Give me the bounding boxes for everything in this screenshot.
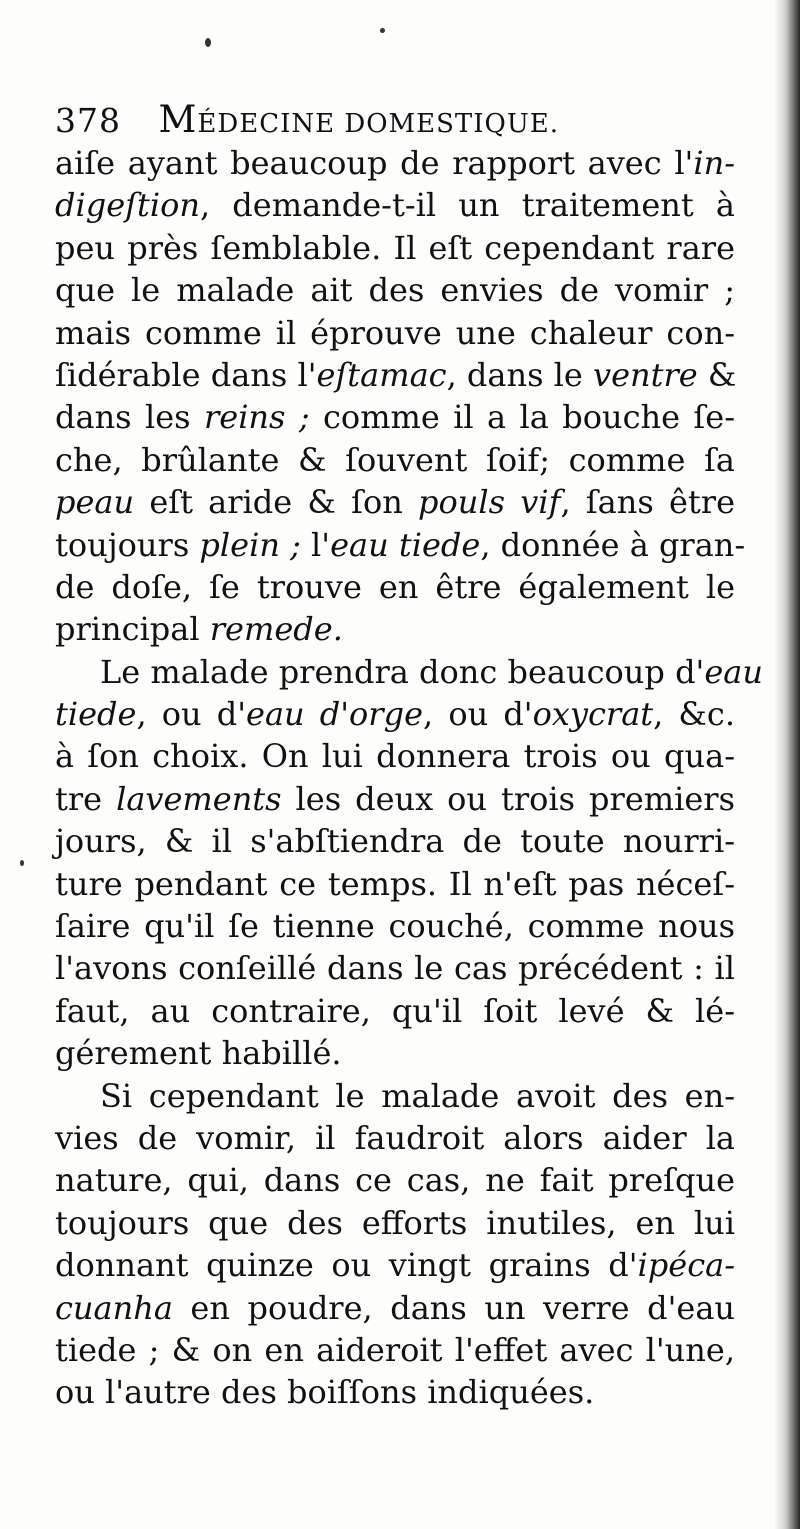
ink-speck xyxy=(380,28,385,33)
italic-segment: cuanha xyxy=(55,1288,173,1327)
italic-segment: eau xyxy=(704,652,763,691)
italic-segment: eſtamac xyxy=(316,355,447,394)
text-segment: vies de vomir, il faudroit alors aider la xyxy=(55,1118,735,1157)
italic-segment: ipéca- xyxy=(637,1246,735,1285)
text-line xyxy=(55,651,763,693)
text-segment: ſidérable dans l' xyxy=(55,355,317,394)
text-segment: , ou d' xyxy=(136,695,247,734)
text-line xyxy=(55,1329,735,1371)
text-line xyxy=(55,608,735,650)
text-segment: dans les xyxy=(55,398,204,437)
page-edge-shadow xyxy=(774,0,800,1529)
text-line xyxy=(55,312,735,354)
text-line xyxy=(55,142,735,184)
text-segment: tre xyxy=(55,779,117,818)
text-segment: che, brûlante & ſouvent ſoif; comme ſa xyxy=(55,440,735,479)
text-segment: que le malade ait des envies de vomir ; xyxy=(55,271,735,310)
italic-segment: in- xyxy=(693,144,735,182)
text-segment: Le malade prendra donc beaucoup d' xyxy=(100,652,705,691)
text-line xyxy=(55,1287,735,1329)
text-segment: ture pendant ce temps. Il n'eſt pas néceſ- xyxy=(55,864,735,903)
body-text xyxy=(55,142,763,1414)
italic-segment: digeſtion xyxy=(55,186,200,225)
text-line xyxy=(55,735,735,777)
text-line xyxy=(55,990,735,1032)
text-line xyxy=(55,820,735,862)
text-line xyxy=(55,354,735,396)
ink-speck xyxy=(205,38,211,47)
text-line xyxy=(55,1202,735,1244)
text-segment: ou l'autre des boiſſons indiquées. xyxy=(55,1373,595,1412)
text-segment: toujours xyxy=(55,525,200,564)
italic-segment: oxycrat xyxy=(532,695,654,734)
italic-segment: pouls vif xyxy=(418,483,561,522)
italic-segment: eau tiede xyxy=(330,525,481,564)
text-segment: toujours que des efforts inutiles, en lui xyxy=(55,1203,735,1242)
text-line xyxy=(55,1159,735,1201)
italic-segment: eau d'orge xyxy=(246,695,424,734)
text-line xyxy=(55,947,735,989)
text-segment: comme il a la bouche ſe- xyxy=(309,398,736,437)
text-line xyxy=(55,778,735,820)
text-segment: en poudre, dans un verre d'eau xyxy=(172,1288,735,1327)
text-line xyxy=(55,184,735,226)
italic-segment: lavements xyxy=(116,779,282,818)
text-segment: Si cependant le malade avoit des en- xyxy=(100,1076,735,1115)
text-segment: , ſans être xyxy=(560,483,736,522)
italic-segment: ventre xyxy=(593,355,698,394)
text-segment: , demande-t-il un traitement à xyxy=(199,186,735,225)
text-segment: & xyxy=(697,355,737,394)
text-segment: principal xyxy=(55,610,210,649)
text-segment: , donnée à gran- xyxy=(480,525,746,564)
text-segment: ſaire qu'il ſe tienne couché, comme nous xyxy=(55,907,735,946)
header-title: ÉDECINE DOMESTIQUE. xyxy=(197,109,560,139)
text-line xyxy=(55,693,735,735)
text-segment: gérement habillé. xyxy=(55,1034,342,1073)
text-segment: l' xyxy=(300,525,331,564)
text-line xyxy=(55,905,735,947)
text-line xyxy=(55,1075,735,1117)
text-segment: l'avons conſeillé dans le cas précédent : il xyxy=(55,949,735,988)
text-segment: eſt aride & ſon xyxy=(134,483,419,522)
text-line xyxy=(55,481,735,523)
text-segment: aiſe ayant beaucoup de rapport avec l' xyxy=(55,144,694,182)
italic-segment: reins ; xyxy=(203,398,310,437)
text-line xyxy=(55,1117,735,1159)
text-line xyxy=(55,1032,735,1074)
text-segment: peu près ſemblable. Il eſt cependant rare xyxy=(55,228,735,267)
italic-segment: tiede xyxy=(55,695,137,734)
text-segment: à ſon choix. On lui donnera trois ou qua- xyxy=(55,737,735,776)
text-segment: mais comme il éprouve une chaleur con- xyxy=(55,313,735,352)
text-segment: , ou d' xyxy=(423,695,533,734)
header-title-initial: M xyxy=(158,98,198,141)
italic-segment: peau xyxy=(55,483,135,522)
text-line xyxy=(55,439,735,481)
text-line xyxy=(55,227,735,269)
page-number: 378 xyxy=(55,101,121,140)
text-segment: , dans le xyxy=(446,355,594,394)
text-line xyxy=(55,269,735,311)
text-line xyxy=(55,524,746,566)
text-line xyxy=(55,1244,735,1286)
text-line xyxy=(55,863,735,905)
text-segment: donnant quinze ou vingt grains d' xyxy=(55,1246,638,1285)
text-segment: jours, & il s'abſtiendra de toute nourri- xyxy=(55,822,735,861)
text-segment: de doſe, ſe trouve en être également le xyxy=(55,567,735,606)
text-line xyxy=(55,1371,735,1413)
text-line xyxy=(55,566,735,608)
text-segment: , &c. xyxy=(653,695,736,734)
italic-segment: remede. xyxy=(209,610,343,649)
text-segment: faut, au contraire, qu'il ſoit levé & lé- xyxy=(55,991,735,1030)
text-segment: nature, qui, dans ce cas, ne fait preſque xyxy=(55,1161,735,1200)
text-segment: les deux ou trois premiers xyxy=(281,779,736,818)
text-segment: tiede ; & on en aideroit l'effet avec l'une, xyxy=(55,1330,735,1369)
ink-speck xyxy=(20,860,24,866)
text-line xyxy=(55,396,735,438)
running-header xyxy=(55,100,745,144)
italic-segment: plein ; xyxy=(199,525,301,564)
